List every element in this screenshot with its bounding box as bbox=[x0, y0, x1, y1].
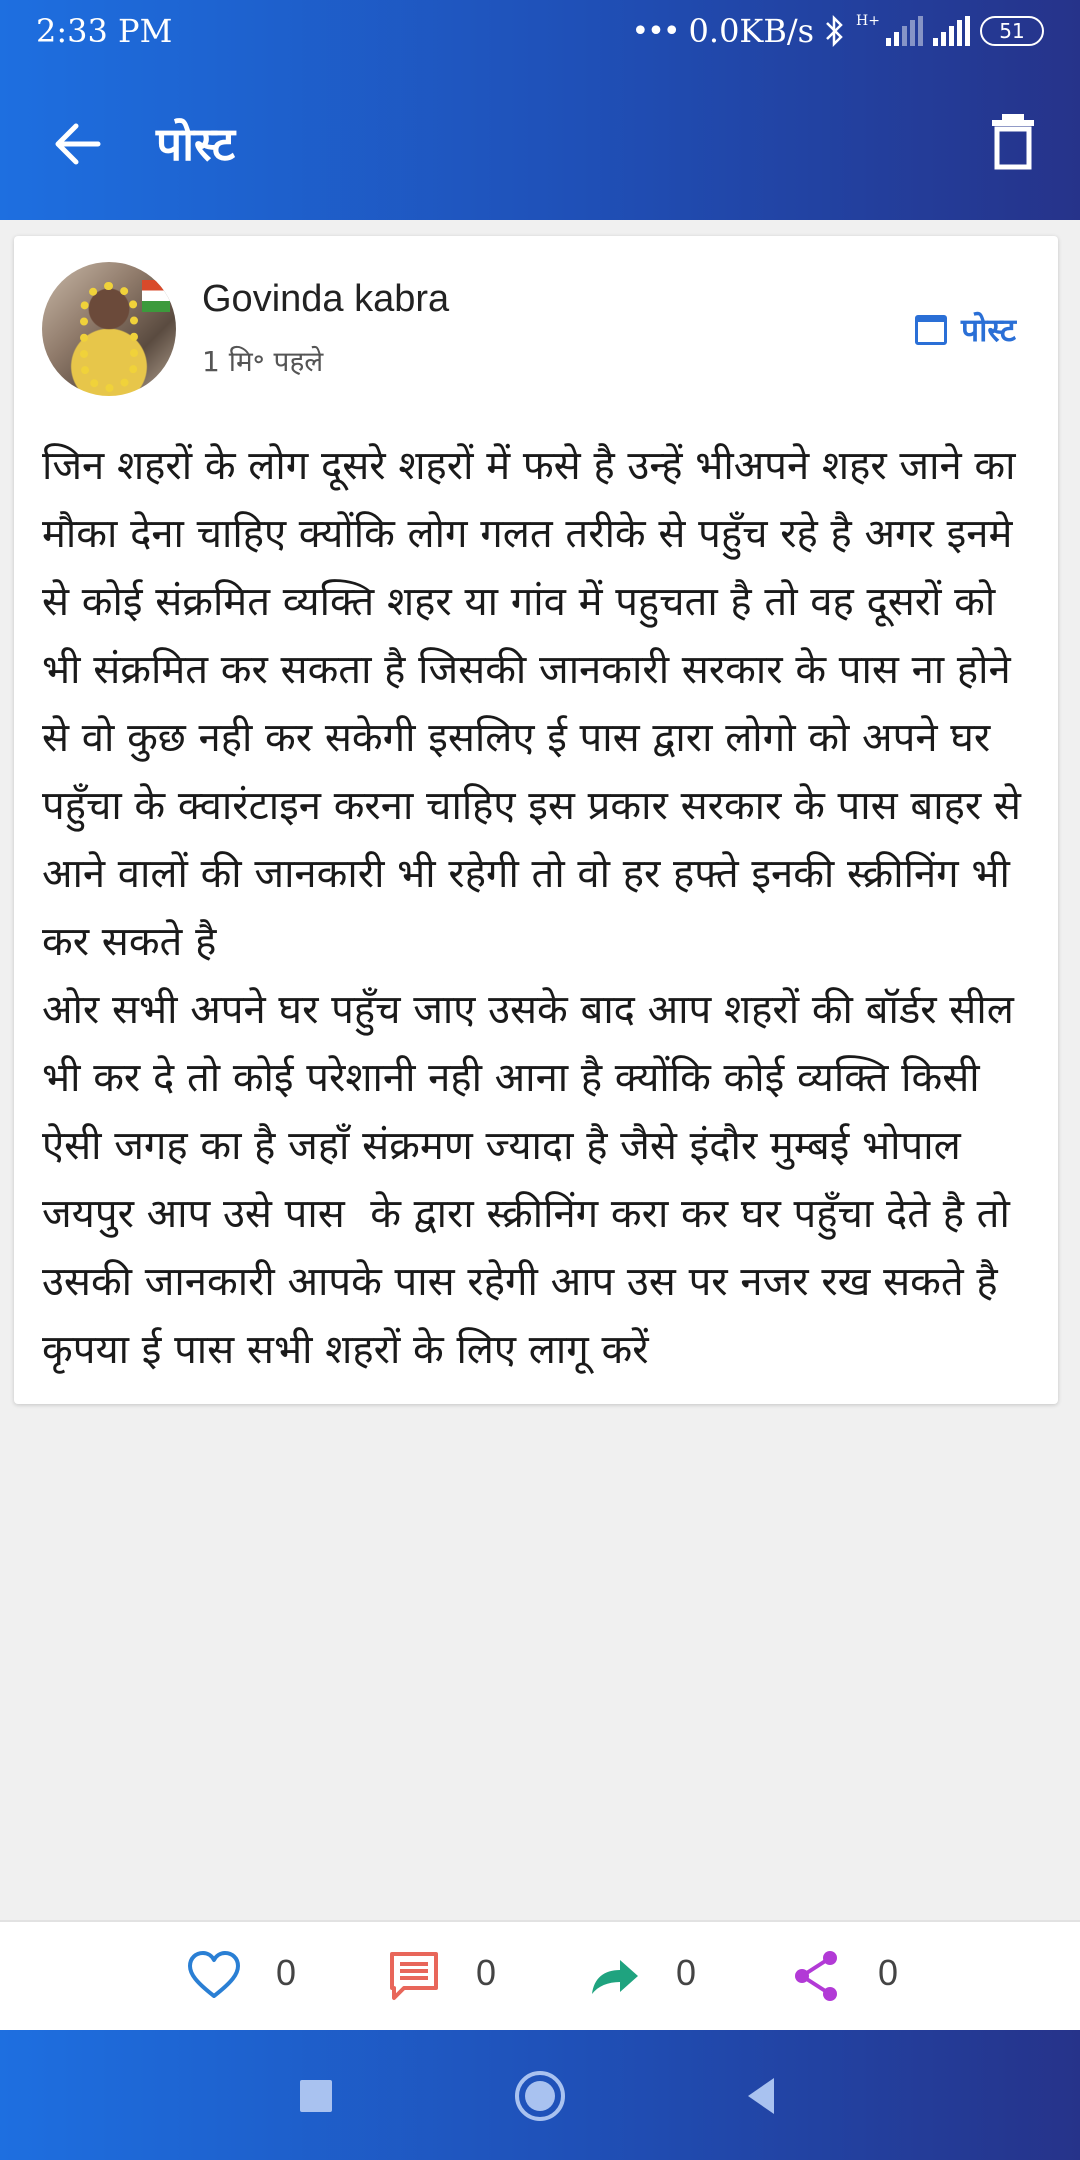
signal-icon-sim2 bbox=[933, 16, 970, 46]
post-body: जिन शहरों के लोग दूसरे शहरों में फसे है उन्हें भीअपने शहर जाने का मौका देना चाहिए क्योंकि लोग गलत तरीके से पहुँच रहे है अगर इनमे से कोई संक्रमित व्यक्ति शहर या गांव में पहुचता है तो वह दूसरों को भी संक्रमित कर सकता है जिसकी जानकारी सरकार के पास ना होने से वो कुछ नही कर सकेगी इसलिए ई पास द्वारा लोगो को अपने घर पहुँचा के क्वारंटाइन करना चाहिए इस प्रकार सरकार के पास बाहर से आने वालों की जानकारी भी रहेगी तो वो हर हफ्ते इनकी स्क्रीनिंग भी कर सकते है ओर सभी अपने घर पहुँच जाए उसके बाद आप शहरों की बॉर्डर सील भी कर दे तो कोई परेशानी नही आना है क्योंकि कोई व्यक्ति किसी ऐसी जगह का है जहाँ संक्रमण ज्यादा है जैसे इंदौर मुम्बई भोपाल जयपुर आप उसे पास के द्वारा स्क्रीनिंग करा कर घर पहुँचा देते है तो उसकी जानकारी आपके पास रहेगी आप उस पर नजर रख सकते है कृपया ई पास सभी शहरों के लिए लागू करें bbox=[42, 443, 1021, 1373]
forward-arrow-icon bbox=[586, 1948, 642, 2004]
post-time: 1 मि॰ पहले bbox=[202, 345, 324, 378]
share-button[interactable] bbox=[788, 1944, 899, 2008]
comment-icon bbox=[386, 1948, 442, 2004]
system-nav-bar bbox=[0, 2030, 1080, 2160]
app-header bbox=[0, 0, 1080, 220]
bluetooth-icon bbox=[824, 14, 846, 48]
post-type-label: पोस्ट bbox=[960, 311, 1016, 349]
like-count: 0 bbox=[276, 1952, 297, 1993]
share-count: 0 bbox=[878, 1952, 899, 1993]
forward-button[interactable] bbox=[586, 1944, 697, 2008]
battery-icon bbox=[980, 16, 1044, 46]
comment-count: 0 bbox=[476, 1952, 497, 1993]
network-type: H+ bbox=[856, 13, 880, 29]
signal-icon-sim1 bbox=[886, 16, 923, 46]
recents-square-icon[interactable] bbox=[288, 2068, 344, 2124]
comment-button[interactable] bbox=[386, 1944, 497, 2008]
notification-dots-icon: ••• bbox=[631, 13, 679, 49]
forward-count: 0 bbox=[676, 1952, 697, 1993]
home-circle-icon[interactable] bbox=[512, 2068, 568, 2124]
status-icons bbox=[631, 12, 1044, 50]
trash-icon[interactable] bbox=[990, 112, 1036, 170]
post-card bbox=[14, 236, 1058, 1404]
post-type-icon bbox=[915, 315, 947, 345]
toolbar bbox=[0, 66, 1080, 220]
post-type-badge[interactable] bbox=[915, 308, 1016, 351]
avatar[interactable] bbox=[42, 262, 176, 396]
author-name[interactable]: Govinda kabra bbox=[202, 278, 450, 320]
page-title: पोस्ट bbox=[156, 117, 236, 171]
status-bar bbox=[0, 0, 1080, 66]
like-button[interactable] bbox=[186, 1944, 297, 2008]
back-triangle-icon[interactable] bbox=[734, 2068, 790, 2124]
status-time: 2:33 PM bbox=[36, 12, 173, 50]
share-icon bbox=[788, 1948, 844, 2004]
battery-level: 51 bbox=[999, 19, 1025, 43]
network-speed: 0.0KB/s bbox=[688, 12, 815, 50]
heart-icon bbox=[186, 1948, 242, 2004]
back-arrow-icon[interactable] bbox=[48, 116, 104, 172]
action-bar bbox=[0, 1920, 1080, 2030]
